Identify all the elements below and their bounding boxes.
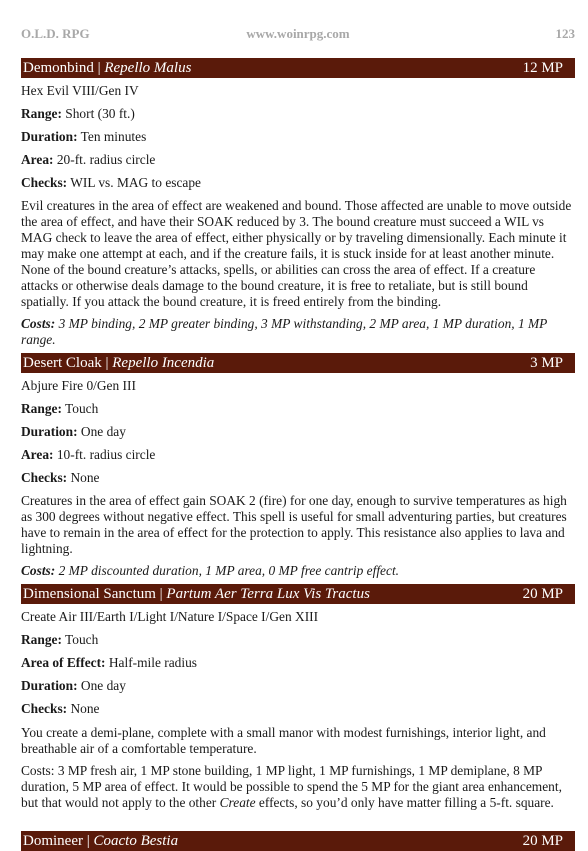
spell-mp: 20 MP: [522, 833, 563, 849]
spell-range: Range: Touch: [21, 632, 99, 647]
spell-title-bar: Demonbind | Repello Malus 12 MP: [21, 58, 575, 78]
spell-latin: Repello Incendia: [112, 355, 215, 371]
header-website: www.woinrpg.com: [246, 26, 350, 41]
spell-title-bar: Domineer | Coacto Bestia 20 MP: [21, 831, 575, 851]
spell-demonbind: [21, 58, 575, 348]
spell-name: Demonbind: [23, 60, 94, 76]
spell-area: Area: 10-ft. radius circle: [21, 447, 156, 462]
spell-costs: Costs: 2 MP discounted duration, 1 MP area, 0 MP free cantrip effect.: [21, 563, 400, 578]
header-title: O.L.D. RPG: [21, 26, 90, 41]
spell-name: Desert Cloak: [23, 355, 102, 371]
spell-range: Range: Short (30 ft.): [21, 106, 135, 121]
spell-mp: 3 MP: [530, 355, 563, 371]
spell-name: Dimensional Sanctum: [23, 586, 156, 602]
spell-duration: Duration: One day: [21, 678, 126, 693]
spell-checks: Checks: None: [21, 470, 100, 485]
spell-range: Range: Touch: [21, 401, 99, 416]
page-header: [21, 26, 575, 44]
spell-costs: Costs: 3 MP fresh air, 1 MP stone building, 1 MP light, 1 MP furnishings, 1 MP demiplane, 8 MP duration, 5 MP area of effect. It would be possible to spend the 5 MP for the giant area enhancement, but that would not apply to the other Create effects, so you’d only have matter filling a 5-ft. square.: [21, 763, 562, 810]
spell-title-bar: Dimensional Sanctum | Partum Aer Terra Lux Vis Tractus 20 MP: [21, 584, 575, 604]
spell-area: Area: 20-ft. radius circle: [21, 152, 156, 167]
spell-type-line: Hex Evil VIII/Gen IV: [21, 83, 139, 98]
spell-desert-cloak: [21, 353, 575, 579]
spell-domineer: [21, 831, 575, 851]
spell-area: Area of Effect: Half-mile radius: [21, 655, 197, 670]
spell-title-bar: Desert Cloak | Repello Incendia 3 MP: [21, 353, 575, 373]
spell-description: Evil creatures in the area of effect are weakened and bound. Those affected are unable to move outside the area of effect, and have their SOAK reduced by 3. The bound creature must succeed a WIL vs MAG check to leave the area of effect, either physically or by traveling dimensionally. Each minute it may make one attempt at each, and if the creature fails, it is stuck inside for at least another minute. None of the bound creature’s attacks, spells, or abilities can cross the area of effect. If a creature attacks or otherwise deals damage to the bound creature, it is free to retaliate, but is still bound spatially. If you attack the bound creature, it is freed entirely from the binding.: [21, 198, 572, 309]
spell-checks: Checks: None: [21, 701, 100, 716]
spell-duration: Duration: Ten minutes: [21, 129, 147, 144]
spell-duration: Duration: One day: [21, 424, 126, 439]
page-number: 123: [555, 26, 575, 41]
spell-latin: Repello Malus: [104, 60, 192, 76]
spell-type-line: Abjure Fire 0/Gen III: [21, 378, 136, 393]
spell-latin: Coacto Bestia: [93, 833, 179, 849]
spell-latin: Partum Aer Terra Lux Vis Tractus: [166, 586, 370, 602]
spell-name: Domineer: [23, 833, 83, 849]
spell-checks: Checks: WIL vs. MAG to escape: [21, 175, 202, 190]
spell-description: Creatures in the area of effect gain SOAK 2 (fire) for one day, enough to survive temperatures as high as 300 degrees without negative effect. This spell is useful for small adventuring parties, but creatures have to remain in the area of effect for the protection to apply. This resistance also applies to lava and lightning.: [21, 493, 567, 556]
spell-dimensional-sanctum: [21, 584, 575, 811]
spell-mp: 20 MP: [522, 586, 563, 602]
spell-type-line: Create Air III/Earth I/Light I/Nature I/Space I/Gen XIII: [21, 609, 319, 624]
spell-description: You create a demi-plane, complete with a small manor with modest furnishings, interior light, and breathable air of a comfortable temperature.: [21, 725, 546, 756]
spell-mp: 12 MP: [522, 60, 563, 76]
spell-costs: Costs: 3 MP binding, 2 MP greater binding, 3 MP withstanding, 2 MP area, 1 MP duration, 1 MP range.: [21, 316, 548, 347]
